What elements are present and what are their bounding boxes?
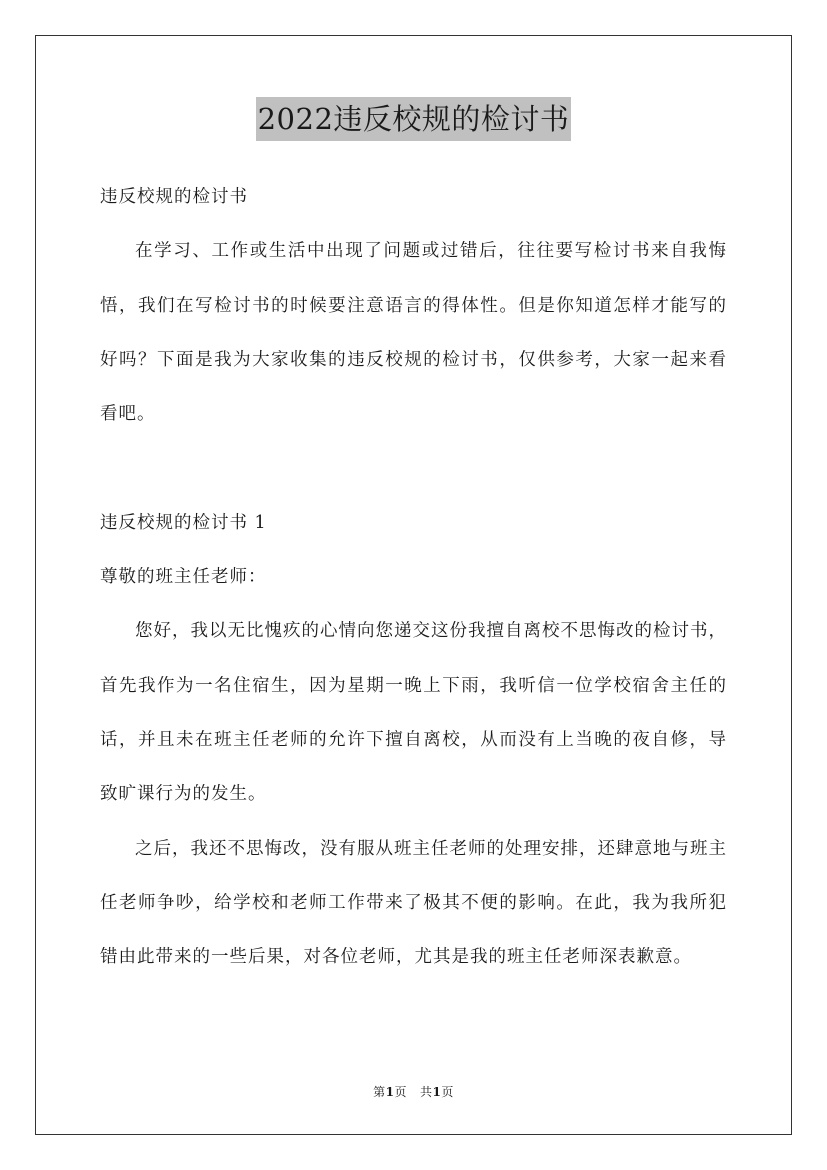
page-suffix: 页 [394,1085,408,1099]
intro-paragraph: 在学习、工作或生活中出现了问题或过错后，往往要写检讨书来自我悔悟，我们在写检讨书的时候要注意语言的得体性。但是你知道怎样才能写的好吗？下面是我为大家收集的违反校规的检讨书，仅供参考，大家一起来看看吧。 [100,241,727,425]
title-container [0,97,827,141]
blank-line [100,441,727,495]
document-subtitle: 违反校规的检讨书 [100,187,248,207]
body-paragraph-1: 您好，我以无比愧疚的心情向您递交这份我擅自离校不思悔改的检讨书，首先我作为一名住宿生，因为星期一晚上下雨，我听信一位学校宿舍主任的话，并且未在班主任老师的允许下擅自离校，从而没有上当晚的夜自修，导致旷课行为的发生。 [100,621,727,805]
total-suffix: 页 [441,1085,454,1099]
page-footer [0,1083,827,1100]
section-heading: 违反校规的检讨书 1 [100,512,267,533]
document-title: 2022违反校规的检讨书 [256,97,572,141]
document-body [100,170,727,984]
page-number: 1 [385,1085,395,1099]
salutation: 尊敬的班主任老师： [100,567,267,588]
page-prefix: 第 [373,1085,386,1099]
total-pages: 1 [432,1085,442,1099]
body-paragraph-2: 之后，我还不思悔改，没有服从班主任老师的处理安排，还肆意地与班主任老师争吵，给学校和老师工作带来了极其不便的影响。在此，我为我所犯错由此带来的一些后果，对各位老师，尤其是我的班主任老师深表歉意。 [100,838,727,968]
total-prefix: 共 [419,1085,433,1099]
